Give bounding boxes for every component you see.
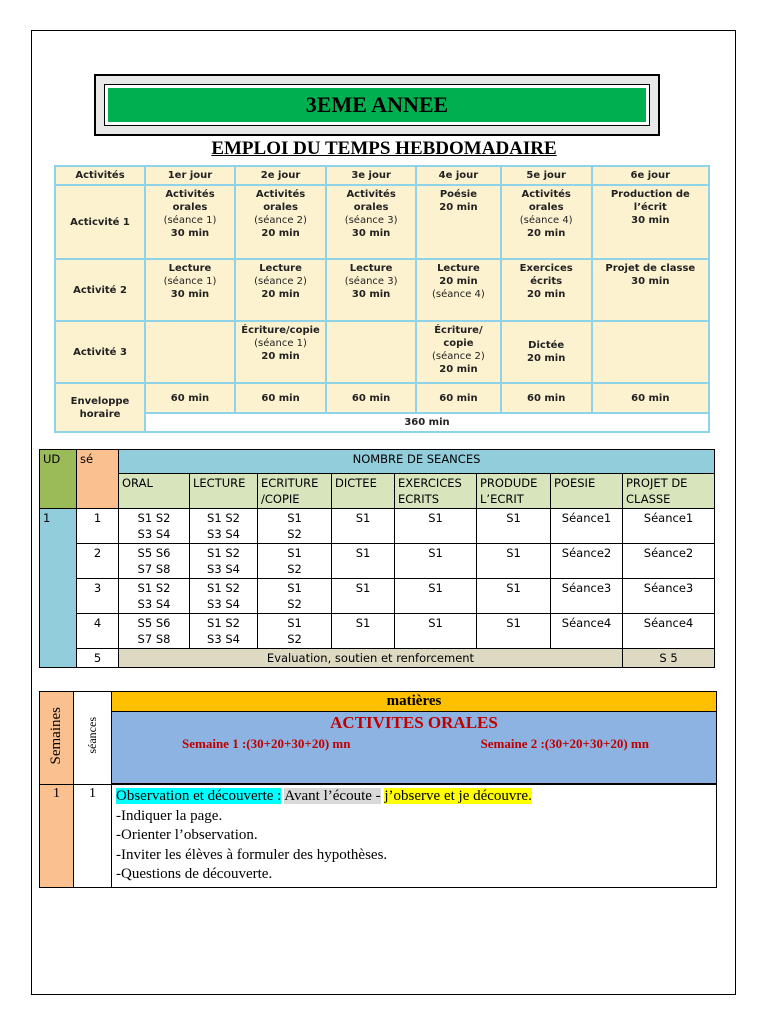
ud-value: 1 <box>40 509 77 668</box>
ud-header: UD <box>40 450 77 509</box>
cell <box>326 321 416 383</box>
column-header: ORAL <box>119 474 190 509</box>
cell: Poésie 20 min <box>416 185 501 259</box>
cell: Production de l’écrit 30 min <box>592 185 709 259</box>
cell: Lecture (séance 3) 30 min <box>326 259 416 321</box>
semaine-2: Semaine 2 :(30+20+30+20) mn <box>480 736 649 751</box>
row-label: Enveloppe horaire <box>55 383 145 432</box>
cell: 60 min <box>592 383 709 413</box>
header-cell: 4e jour <box>416 166 501 185</box>
evaluation-cell: Evaluation, soutien et renforcement <box>119 649 623 668</box>
timetable-row-total <box>55 413 709 432</box>
table-row: 3 S1 S2 S3 S4 S1 S2 S3 S4 S1 S2 S1 S1 S1 Séance3 Séance3 <box>40 579 715 614</box>
header-cell: 6e jour <box>592 166 709 185</box>
timetable-header-row <box>55 166 709 185</box>
activity-header: ACTIVITES ORALES Semaine 1 :(30+20+30+20) mn Semaine 2 :(30+20+30+20) mn <box>112 712 717 784</box>
cell: 60 min <box>416 383 501 413</box>
cell: Activités orales (séance 4) 20 min <box>501 185 592 259</box>
total-cell: 360 min <box>145 413 709 432</box>
column-header: DICTEE <box>332 474 395 509</box>
semaines-header: Semaines <box>40 692 74 785</box>
cell: Activités orales (séance 2) 20 min <box>235 185 326 259</box>
cell: Exercices écrits 20 min <box>501 259 592 321</box>
matieres-table <box>39 691 717 888</box>
cell: 60 min <box>326 383 416 413</box>
s5-cell: S 5 <box>623 649 715 668</box>
activity-body: Observation et découverte : Avant l’écoute - j’observe et je découvre. -Indiquer la page. -Orienter l’observation. -Inviter les élèves à formuler des hypothèses. -Questions de découverte. <box>112 785 717 888</box>
se-header: sé <box>77 450 119 509</box>
column-header: PRODUDE L’ECRIT <box>477 474 551 509</box>
cell: Projet de classe 30 min <box>592 259 709 321</box>
cell: Lecture 20 min (séance 4) <box>416 259 501 321</box>
subtitle: EMPLOI DU TEMPS HEBDOMADAIRE <box>211 138 557 159</box>
timetable-row-activite-3 <box>55 321 709 383</box>
table-row: 4 S5 S6 S7 S8 S1 S2 S3 S4 S1 S2 S1 S1 S1 Séance4 Séance4 <box>40 614 715 649</box>
cell: Dictée 20 min <box>501 321 592 383</box>
column-header: LECTURE <box>190 474 258 509</box>
timetable-row-activite-2 <box>55 259 709 321</box>
table-row: 1 1 S1 S2 S3 S4 S1 S2 S3 S4 S1 S2 S1 S1 S1 Séance1 Séance1 <box>40 509 715 544</box>
cell: 60 min <box>501 383 592 413</box>
cell <box>592 321 709 383</box>
row-label: Acticvité 1 <box>55 185 145 259</box>
row-label: Activité 2 <box>55 259 145 321</box>
cell: Activités orales (séance 1) 30 min <box>145 185 235 259</box>
header-cell: 2e jour <box>235 166 326 185</box>
column-header: POESIE <box>551 474 623 509</box>
weekly-timetable <box>54 165 710 433</box>
page-title: 3EME ANNEE <box>305 92 449 117</box>
timetable-row-enveloppe <box>55 383 709 413</box>
table-row: 1 1 Observation et découverte : Avant l’écoute - j’observe et je découvre. -Indiquer la page. -Orienter l’observation. -Inviter les élèves à formuler des hypothèses. -Questions de découverte. <box>40 785 717 888</box>
header-cell: 3e jour <box>326 166 416 185</box>
column-header: EXERCICES ECRITS <box>395 474 477 509</box>
header-cell: Activités <box>55 166 145 185</box>
cell <box>145 321 235 383</box>
row-label: Activité 3 <box>55 321 145 383</box>
header-cell: 5e jour <box>501 166 592 185</box>
cell: 60 min <box>235 383 326 413</box>
cell: Lecture (séance 2) 20 min <box>235 259 326 321</box>
header-cell: 1er jour <box>145 166 235 185</box>
column-header: ECRITURE /COPIE <box>258 474 332 509</box>
column-header: PROJET DE CLASSE <box>623 474 715 509</box>
cell: Écriture/copie (séance 1) 20 min <box>235 321 326 383</box>
title-frame <box>94 74 660 136</box>
cell: Lecture (séance 1) 30 min <box>145 259 235 321</box>
semaine-1: Semaine 1 :(30+20+30+20) mn <box>182 736 351 751</box>
cell: 60 min <box>145 383 235 413</box>
cell: Écriture/ copie (séance 2) 20 min <box>416 321 501 383</box>
seances-header: séances <box>74 692 112 785</box>
seances-table <box>39 449 715 668</box>
timetable-row-activite-1 <box>55 185 709 259</box>
table-row: 5 Evaluation, soutien et renforcement S 5 <box>40 649 715 668</box>
table-row: 2 S5 S6 S7 S8 S1 S2 S3 S4 S1 S2 S1 S1 S1 Séance2 Séance2 <box>40 544 715 579</box>
cell: Activités orales (séance 3) 30 min <box>326 185 416 259</box>
nombre-header: NOMBRE DE SEANCES <box>119 450 715 474</box>
matieres-header: matières <box>112 692 717 712</box>
